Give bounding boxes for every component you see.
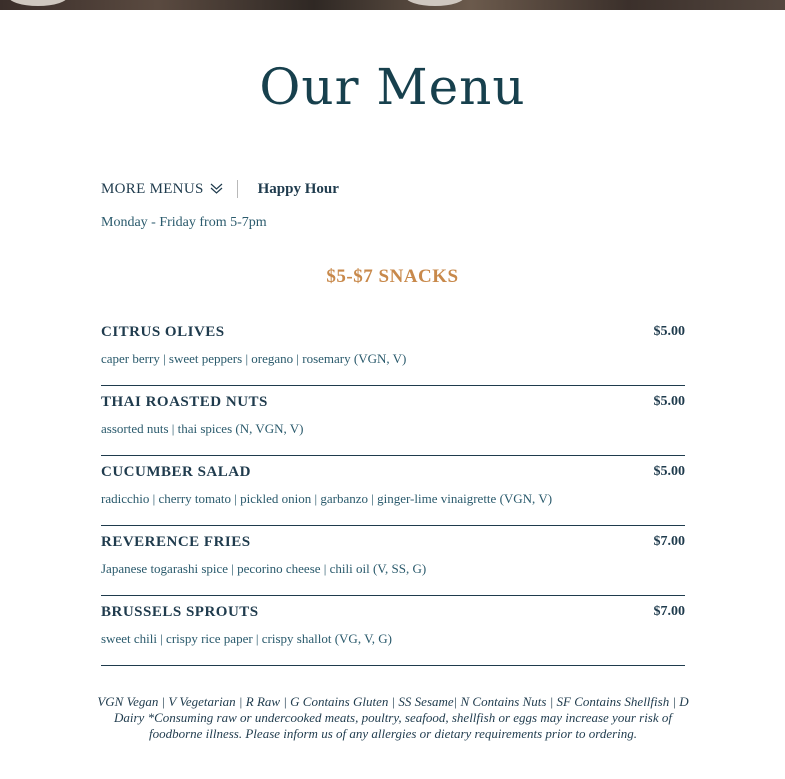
menu-item-description: Japanese togarashi spice | pecorino cheese | chili oil (V, SS, G) xyxy=(101,561,427,576)
menu-item-price: $7.00 xyxy=(653,604,685,619)
dietary-footnote: VGN Vegan | V Vegetarian | R Raw | G Contains Gluten | SS Sesame| N Contains Nuts | SF Contains Shellfish | D Dairy *Consuming raw or undercooked meats, poultry, seafood, shellfish or eggs may increase your risk of foodborne illness. Please inform us of any allergies or dietary requirements prior to ordering. xyxy=(97,694,689,741)
double-chevron-down-icon xyxy=(210,183,223,195)
menu-item-price: $5.00 xyxy=(653,464,685,479)
menu-item-name: REVERENCE FRIES xyxy=(101,534,251,550)
menu-item-name: THAI ROASTED NUTS xyxy=(101,394,268,410)
menu-nav xyxy=(101,178,339,200)
menu-item-description: radicchio | cherry tomato | pickled onion | garbanzo | ginger-lime vinaigrette (VGN, V) xyxy=(101,491,553,506)
more-menus-label: MORE MENUS xyxy=(101,180,204,197)
more-menus-dropdown[interactable] xyxy=(101,181,223,198)
menu-items-list xyxy=(101,316,685,666)
menu-item xyxy=(101,456,685,526)
plate-image xyxy=(8,0,68,6)
menu-hours: Monday - Friday from 5-7pm xyxy=(101,215,267,230)
menu-item xyxy=(101,386,685,456)
menu-item-description: sweet chili | crispy rice paper | crispy shallot (VG, V, G) xyxy=(101,631,393,646)
section-title: $5-$7 SNACKS xyxy=(326,266,459,287)
menu-item-name: CITRUS OLIVES xyxy=(101,324,225,340)
menu-item-name: CUCUMBER SALAD xyxy=(101,464,251,480)
hero-image-strip xyxy=(0,0,785,10)
menu-item xyxy=(101,526,685,596)
menu-item xyxy=(101,596,685,666)
menu-item xyxy=(101,316,685,386)
menu-item-price: $5.00 xyxy=(653,324,685,339)
menu-tab-happy-hour[interactable]: Happy Hour xyxy=(257,180,339,197)
plate-image xyxy=(405,0,465,6)
menu-item-name: BRUSSELS SPROUTS xyxy=(101,604,259,620)
menu-item-description: assorted nuts | thai spices (N, VGN, V) xyxy=(101,421,304,436)
menu-item-price: $7.00 xyxy=(653,534,685,549)
menu-item-price: $5.00 xyxy=(653,394,685,409)
nav-divider xyxy=(237,180,238,198)
page-title: Our Menu xyxy=(259,58,526,116)
menu-item-description: caper berry | sweet peppers | oregano | rosemary (VGN, V) xyxy=(101,351,407,366)
